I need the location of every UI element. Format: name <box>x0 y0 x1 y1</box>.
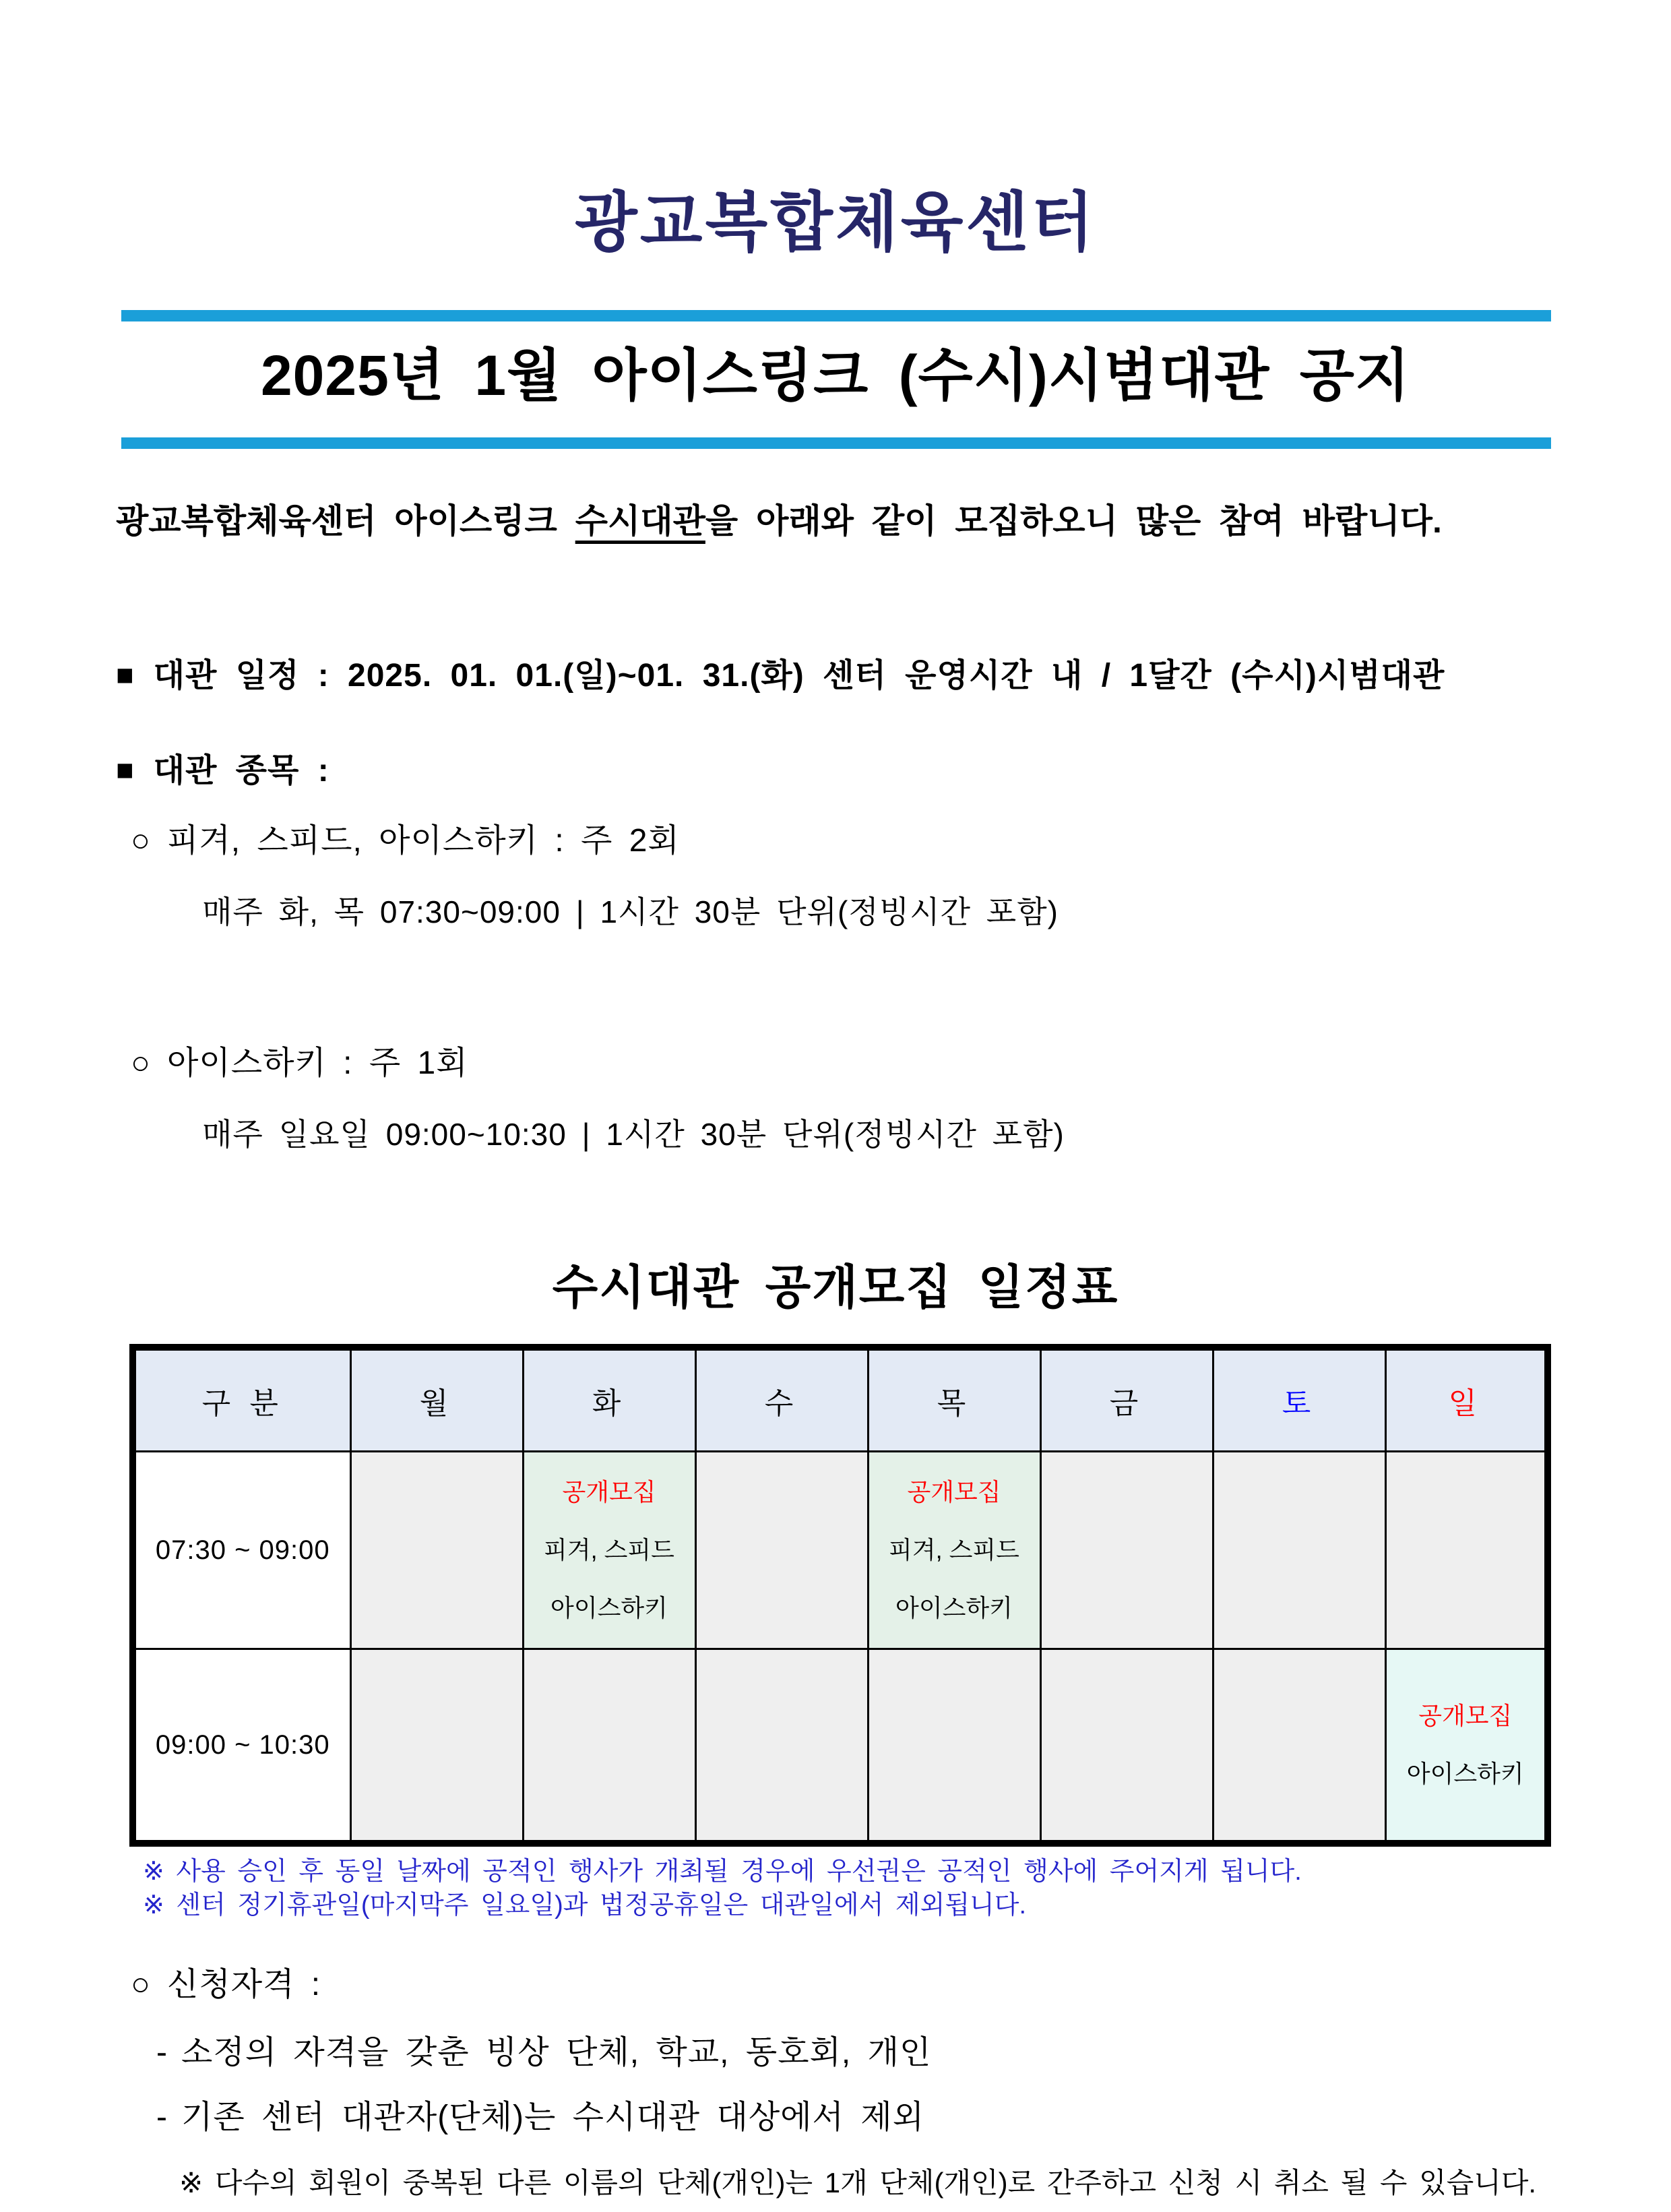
intro-paragraph <box>116 499 1671 543</box>
square-bullet-icon: ■ <box>116 658 135 692</box>
notice-title: 2025년 1월 아이스링크 (수시)시범대관 공지 <box>260 344 1411 407</box>
event-item-figure-speed-hockey <box>131 821 1671 861</box>
circle-bullet-icon: ○ <box>131 1967 151 2002</box>
schedule-table-title: 수시대관 공개모집 일정표 <box>552 1261 1119 1314</box>
col-header-tue: 화 <box>523 1347 695 1452</box>
center-name-title: 광교복합체육센터 <box>575 187 1096 259</box>
application-item-1 <box>156 2034 1671 2072</box>
event-item-1-detail: 매주 화, 목 07:30~09:00 | 1시간 30분 단위(정빙시간 포함) <box>202 894 1059 929</box>
cell-r2-thu <box>868 1649 1040 1844</box>
table-row-early-slot <box>133 1452 1548 1649</box>
event-item-2-title: 아이스하키 : 주 1회 <box>167 1045 468 1081</box>
col-header-sat: 토 <box>1213 1347 1385 1452</box>
table-note-2: ※ 센터 정기휴관일(마지막주 일요일)과 법정공휴일은 대관일에서 제외됩니다. <box>143 1891 1027 1919</box>
square-bullet-icon: ■ <box>116 754 135 787</box>
rental-schedule-text: 대관 일정 : 2025. 01. 01.(일)~01. 31.(화) 센터 운영시간 내 / 1달간 (수시)시범대관 <box>153 658 1445 694</box>
application-note: ※ 다수의 회원이 중복된 다른 이름의 단체(개인)는 1개 단체(개인)로 간주하고 신청 시 취소 될 수 있습니다. <box>179 2167 1537 2199</box>
cell-r2-mon <box>350 1649 523 1844</box>
cell-r1-thu-line2: 피겨, 스피드 <box>889 1536 1019 1564</box>
col-header-thu: 목 <box>868 1347 1040 1452</box>
col-header-category: 구 분 <box>133 1347 350 1452</box>
cell-r1-thu <box>868 1452 1040 1649</box>
intro-text-post: 을 아래와 같이 모집하오니 많은 참여 바랍니다. <box>705 502 1442 540</box>
table-note-1: ※ 사용 승인 후 동일 날짜에 공적인 행사가 개최될 경우에 우선권은 공적인 행사에 주어지게 됩니다. <box>143 1857 1302 1886</box>
col-header-wed: 수 <box>695 1347 868 1452</box>
open-recruit-label: 공개모집 <box>1418 1702 1513 1729</box>
cell-r2-sat <box>1213 1649 1385 1844</box>
cell-r2-sun-line2: 아이스하키 <box>1406 1760 1524 1787</box>
event-item-1-title: 피겨, 스피드, 아이스하키 : 주 2회 <box>167 823 680 859</box>
rental-events-line <box>116 750 1671 793</box>
time-slot-2: 09:00 ~ 10:30 <box>133 1649 350 1844</box>
intro-text-underlined: 수시대관 <box>575 502 705 540</box>
cell-r1-thu-line3: 아이스하키 <box>895 1594 1013 1622</box>
cell-r1-fri <box>1040 1452 1213 1649</box>
cell-r1-tue-line2: 피겨, 스피드 <box>544 1536 674 1564</box>
cell-r2-wed <box>695 1649 868 1844</box>
event-item-2-detail: 매주 일요일 09:00~10:30 | 1시간 30분 단위(정빙시간 포함) <box>202 1117 1065 1152</box>
circle-bullet-icon: ○ <box>131 823 151 859</box>
cell-r1-mon <box>350 1452 523 1649</box>
rental-schedule-line <box>116 655 1671 698</box>
divider-line-bottom <box>121 437 1551 449</box>
application-qualification-line <box>131 1965 1671 2004</box>
cell-r2-tue <box>523 1649 695 1844</box>
time-slot-1: 07:30 ~ 09:00 <box>133 1452 350 1649</box>
cell-r1-sun <box>1385 1452 1548 1649</box>
circle-bullet-icon: ○ <box>131 1045 151 1081</box>
col-header-mon: 월 <box>350 1347 523 1452</box>
table-row-late-slot <box>133 1649 1548 1844</box>
schedule-table <box>129 1344 1551 1847</box>
table-header-row <box>133 1347 1548 1452</box>
application-qualification-title: 신청자격 : <box>167 1967 321 2002</box>
cell-r1-tue <box>523 1452 695 1649</box>
cell-r2-sun <box>1385 1649 1548 1844</box>
cell-r2-fri <box>1040 1649 1213 1844</box>
col-header-sun: 일 <box>1385 1347 1548 1452</box>
rental-events-text: 대관 종목 : <box>153 753 329 789</box>
dash-bullet-icon: - <box>156 2099 168 2135</box>
divider-line-top <box>121 310 1551 321</box>
cell-r1-wed <box>695 1452 868 1649</box>
open-recruit-label: 공개모집 <box>907 1478 1001 1506</box>
event-item-hockey <box>131 1043 1671 1084</box>
application-item-2 <box>156 2099 1671 2137</box>
application-item-1-text: 소정의 자격을 갖춘 빙상 단체, 학교, 동호회, 개인 <box>181 2035 932 2070</box>
dash-bullet-icon: - <box>156 2035 168 2070</box>
cell-r1-tue-line3: 아이스하키 <box>550 1594 668 1622</box>
table-notes <box>0 1855 1671 1922</box>
cell-r1-sat <box>1213 1452 1385 1649</box>
col-header-fri: 금 <box>1040 1347 1213 1452</box>
open-recruit-label: 공개모집 <box>562 1478 656 1506</box>
application-item-2-text: 기존 센터 대관자(단체)는 수시대관 대상에서 제외 <box>181 2099 924 2135</box>
intro-text-pre: 광교복합체육센터 아이스링크 <box>116 502 575 540</box>
